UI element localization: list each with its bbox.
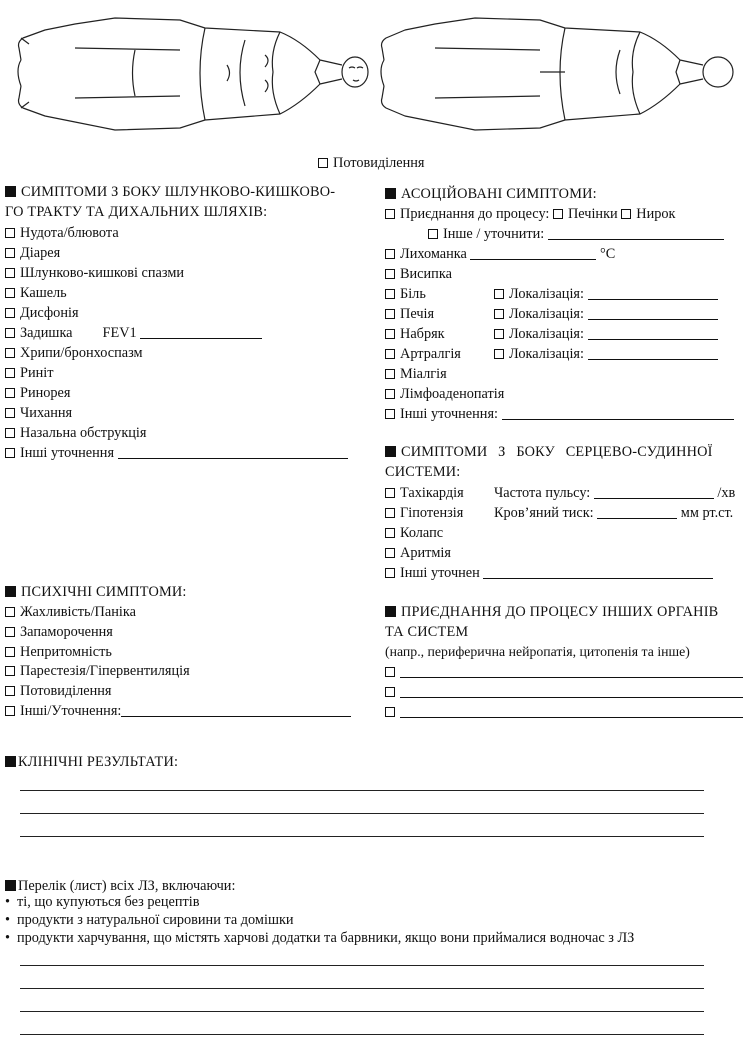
gi-item[interactable]: Чихання [5, 404, 72, 422]
heartburn-row[interactable]: Печія [385, 305, 434, 323]
checkbox[interactable] [385, 707, 395, 717]
checkbox[interactable] [385, 508, 395, 518]
fev1-label: FEV1 [102, 325, 137, 341]
organs-line-1[interactable] [385, 663, 743, 681]
checkbox[interactable] [385, 528, 395, 538]
body-diagram-back [380, 10, 740, 140]
assoc-other2-row[interactable]: Інші уточнення: [385, 405, 734, 423]
localization-field[interactable] [588, 326, 718, 340]
arthralgia-row[interactable]: Артралгія [385, 345, 461, 363]
gi-item[interactable]: Шлунково-кишкові спазми [5, 264, 184, 282]
assoc-other-field[interactable] [502, 406, 734, 420]
kidney-checkbox[interactable] [621, 209, 631, 219]
checkbox[interactable] [5, 706, 15, 716]
organs-field[interactable] [400, 684, 743, 698]
section-marker-icon [385, 446, 396, 457]
gi-item[interactable]: Нудота/блювота [5, 224, 119, 242]
organs-section-title: ПРИЄДНАННЯ ДО ПРОЦЕСУ ІНШИХ ОРГАНІВ [385, 603, 718, 621]
temperature-field[interactable] [470, 246, 596, 260]
checkbox[interactable] [5, 686, 15, 696]
cardio-section-title: СИМПТОМИ З БОКУ СЕРЦЕВО-СУДИННОЇ [385, 443, 713, 461]
localization-row[interactable]: Локалізація: [494, 305, 718, 323]
organs-line-3[interactable] [385, 703, 743, 721]
pulse-field[interactable] [594, 485, 714, 499]
checkbox[interactable] [5, 428, 15, 438]
checkbox[interactable] [5, 627, 15, 637]
gi-item[interactable]: Кашель [5, 284, 67, 302]
checkbox[interactable] [428, 229, 438, 239]
gi-other-field[interactable] [118, 445, 348, 459]
gi-section-title: СИМПТОМИ З БОКУ ШЛУНКОВО-КИШКОВО- [5, 183, 335, 201]
body-diagram-front [15, 10, 370, 140]
checkbox[interactable] [494, 329, 504, 339]
checkbox[interactable] [385, 687, 395, 697]
checkbox[interactable] [385, 349, 395, 359]
organs-section-title-2: ТА СИСТЕМ [385, 624, 469, 640]
tachy-row[interactable]: Тахікардія [385, 484, 464, 502]
checkbox[interactable] [385, 289, 395, 299]
arrhythmia-row[interactable]: Аритмія [385, 544, 451, 562]
assoc-join-row[interactable]: Приєднання до процесу: Печінки Нирок [385, 205, 675, 223]
checkbox[interactable] [494, 289, 504, 299]
checkbox[interactable] [385, 488, 395, 498]
gi-item[interactable]: Риніт [5, 364, 53, 382]
section-marker-icon [5, 756, 16, 767]
edema-row[interactable]: Набряк [385, 325, 445, 343]
gi-item-other[interactable]: Інші уточнення [5, 444, 348, 462]
localization-field[interactable] [588, 346, 718, 360]
gi-item[interactable]: Діарея [5, 244, 60, 262]
assoc-other-row[interactable]: Інше / уточнити: [428, 225, 724, 243]
checkbox[interactable] [5, 288, 15, 298]
checkbox[interactable] [385, 568, 395, 578]
drugs-line[interactable] [20, 988, 704, 989]
gi-item[interactable]: Ринорея [5, 384, 70, 402]
organs-field[interactable] [400, 664, 743, 678]
localization-row[interactable]: Локалізація: [494, 285, 718, 303]
checkbox[interactable] [5, 348, 15, 358]
bp-field[interactable] [597, 505, 677, 519]
localization-row[interactable]: Локалізація: [494, 325, 718, 343]
checkbox[interactable] [385, 667, 395, 677]
psych-item[interactable]: Запаморочення [5, 623, 113, 641]
organs-field[interactable] [400, 704, 743, 718]
checkbox[interactable] [5, 228, 15, 238]
clinical-line[interactable] [20, 790, 704, 791]
psych-item[interactable]: Парестезія/Гіпервентиляція [5, 662, 190, 680]
clinical-line[interactable] [20, 836, 704, 837]
checkbox[interactable] [385, 249, 395, 259]
sweat-checkbox[interactable] [318, 158, 328, 168]
organs-line-2[interactable] [385, 683, 743, 701]
drugs-item: • ті, що купуються без рецептів [5, 894, 200, 910]
section-marker-icon [385, 188, 396, 199]
checkbox[interactable] [385, 309, 395, 319]
drugs-section-title: Перелік (лист) всіх ЛЗ, включаючи: [5, 877, 235, 895]
section-marker-icon [5, 586, 16, 597]
psych-section-title: ПСИХІЧНІ СИМПТОМИ: [5, 583, 187, 601]
clinical-line[interactable] [20, 813, 704, 814]
psych-item[interactable]: Потовиділення [5, 682, 112, 700]
checkbox[interactable] [5, 666, 15, 676]
gi-item[interactable]: Хрипи/бронхоспазм [5, 344, 143, 362]
gi-item[interactable]: Дисфонія [5, 304, 79, 322]
checkbox[interactable] [385, 269, 395, 279]
section-marker-icon [5, 880, 16, 891]
checkbox[interactable] [385, 329, 395, 339]
bp-unit: мм рт.ст. [680, 505, 734, 521]
celsius-unit: °C [600, 246, 616, 262]
hypo-row[interactable]: Гіпотензія [385, 504, 463, 522]
checkbox[interactable] [494, 349, 504, 359]
checkbox[interactable] [5, 248, 15, 258]
drugs-item: • продукти харчування, що містять харчові додатки та барвники, якщо вони приймалися водночас з ЛЗ [5, 930, 635, 946]
drugs-item: • продукти з натуральної сировини та домішки [5, 912, 294, 928]
checkbox[interactable] [5, 268, 15, 278]
sweat-checkbox-row[interactable] [318, 154, 425, 172]
section-marker-icon [385, 606, 396, 617]
other-specify-field[interactable] [548, 226, 724, 240]
checkbox[interactable] [385, 209, 395, 219]
fev1-field[interactable] [140, 325, 262, 339]
localization-field[interactable] [588, 286, 718, 300]
psych-other-field[interactable] [121, 703, 351, 717]
drugs-line[interactable] [20, 965, 704, 966]
gi-section-title-2: ГО ТРАКТУ ТА ДИХАЛЬНИХ ШЛЯХІВ: [5, 204, 268, 220]
localization-row[interactable]: Локалізація: [494, 345, 718, 363]
drugs-line[interactable] [20, 1011, 704, 1012]
drugs-line[interactable] [20, 1034, 704, 1035]
rash-row[interactable]: Висипка [385, 265, 452, 283]
liver-checkbox[interactable] [553, 209, 563, 219]
psych-item[interactable]: Жахливість/Паніка [5, 603, 136, 621]
bullet-icon: • [5, 930, 11, 946]
fever-row[interactable]: Лихоманка °C [385, 245, 615, 263]
checkbox[interactable] [385, 369, 395, 379]
checkbox[interactable] [5, 388, 15, 398]
checkbox[interactable] [5, 328, 15, 338]
section-marker-icon [5, 186, 16, 197]
cardio-section-title-2: СИСТЕМИ: [385, 464, 461, 480]
checkbox[interactable] [385, 548, 395, 558]
checkbox[interactable] [385, 389, 395, 399]
psych-item[interactable]: Непритомність [5, 643, 112, 661]
bp-row: Кров’яний тиск: мм рт.ст. [494, 505, 734, 521]
checkbox[interactable] [5, 368, 15, 378]
checkbox[interactable] [385, 409, 395, 419]
cardio-other-field[interactable] [483, 565, 713, 579]
checkbox[interactable] [5, 408, 15, 418]
checkbox[interactable] [5, 607, 15, 617]
gi-item-dyspnea[interactable]: Задишка FEV1 [5, 324, 262, 342]
checkbox[interactable] [5, 647, 15, 657]
sweat-label: Потовиділення [333, 155, 425, 171]
checkbox[interactable] [5, 448, 15, 458]
organs-note: (напр., периферична нейропатія, цитопенія та інше) [385, 644, 690, 659]
pulse-unit: /хв [717, 485, 736, 501]
lymph-row[interactable]: Лімфоаденопатія [385, 385, 504, 403]
cardio-other-row[interactable]: Інші уточнен [385, 564, 713, 582]
bullet-icon: • [5, 912, 11, 928]
myalgia-row[interactable]: Міалгія [385, 365, 447, 383]
checkbox[interactable] [5, 308, 15, 318]
bullet-icon: • [5, 894, 11, 910]
checkbox[interactable] [494, 309, 504, 319]
psych-item-other[interactable]: Інші/Уточнення: [5, 702, 351, 720]
assoc-section-title: АСОЦІЙОВАНІ СИМПТОМИ: [385, 185, 597, 203]
clinical-section-title: КЛІНІЧНІ РЕЗУЛЬТАТИ: [5, 753, 178, 771]
collapse-row[interactable]: Колапс [385, 524, 443, 542]
localization-field[interactable] [588, 306, 718, 320]
pain-row[interactable]: Біль [385, 285, 426, 303]
gi-item[interactable]: Назальна обструкція [5, 424, 146, 442]
pulse-row: Частота пульсу: /хв [494, 485, 736, 501]
